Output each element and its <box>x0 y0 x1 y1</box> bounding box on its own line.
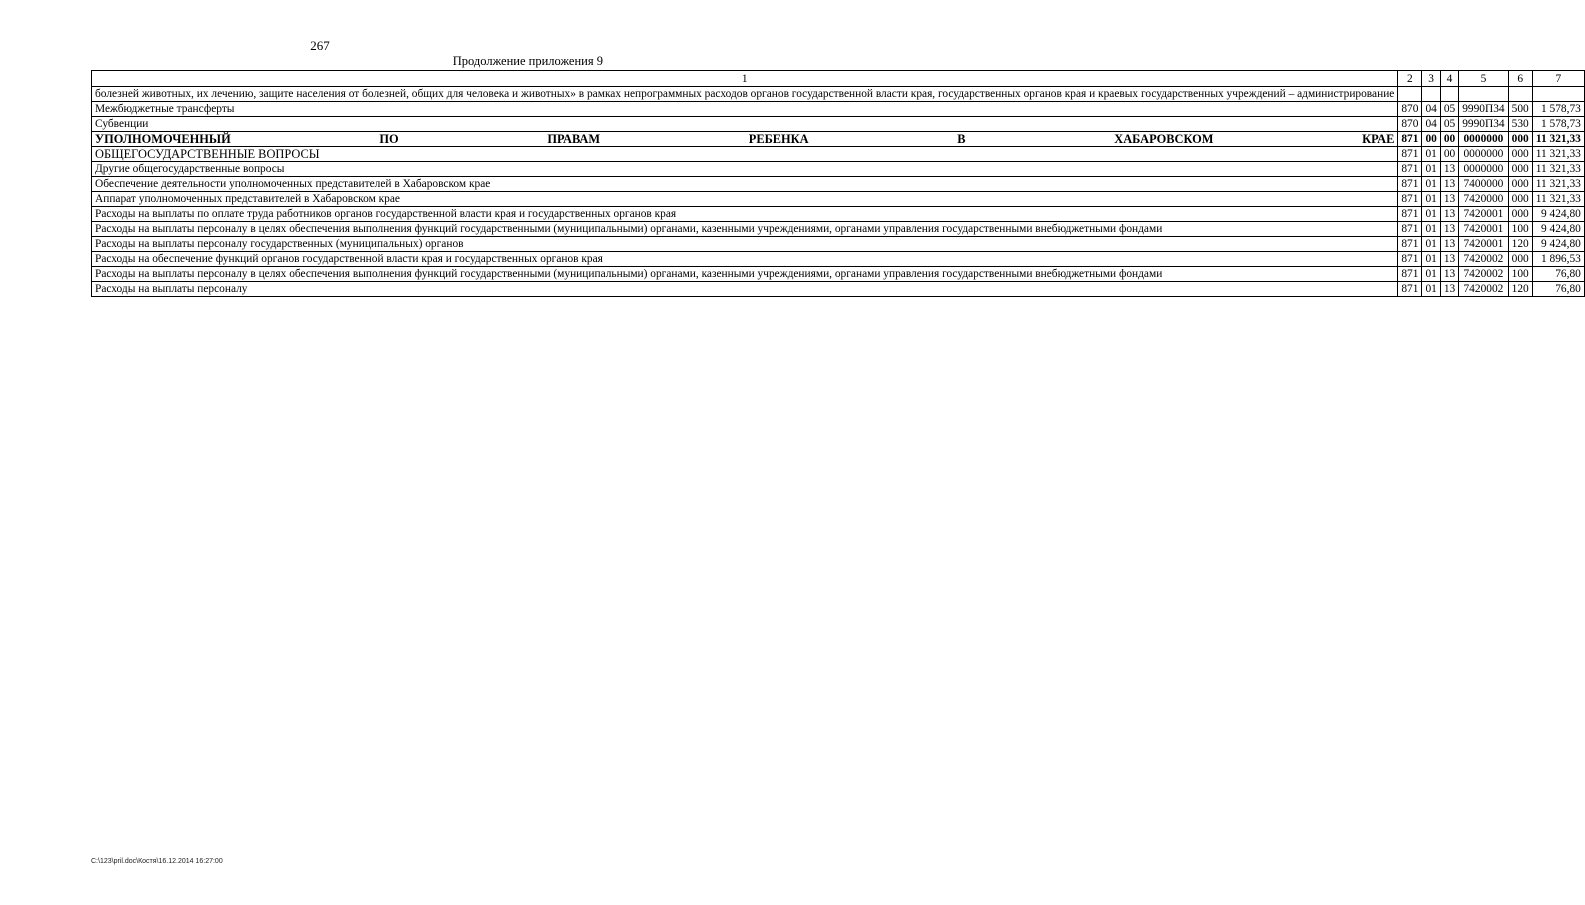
amount-cell: 11 321,33 <box>1532 192 1584 207</box>
code-admin-cell <box>1398 87 1422 102</box>
table-row <box>92 117 1585 132</box>
code-admin-cell: 871 <box>1398 132 1422 147</box>
code-target-cell: 7420001 <box>1459 222 1508 237</box>
row-name-cell: Аппарат уполномоченных представителей в Хабаровском крае <box>92 192 1398 207</box>
header-cell: 2 <box>1398 71 1422 87</box>
code-target-cell: 0000000 <box>1459 147 1508 162</box>
row-name-cell: Расходы на выплаты по оплате труда работников органов государственной власти края и государственных органов края <box>92 207 1398 222</box>
code-target-cell: 7420001 <box>1459 207 1508 222</box>
table-row <box>92 102 1585 117</box>
code-target-cell: 7420002 <box>1459 267 1508 282</box>
table-row <box>92 192 1585 207</box>
code-subsection-cell: 00 <box>1440 147 1458 162</box>
amount-cell: 76,80 <box>1532 282 1584 297</box>
budget-table <box>91 70 1585 297</box>
code-expense-type-cell: 000 <box>1508 192 1532 207</box>
header-cell: 4 <box>1440 71 1458 87</box>
code-subsection-cell <box>1440 87 1458 102</box>
code-expense-type-cell: 000 <box>1508 207 1532 222</box>
code-section-cell: 01 <box>1422 207 1440 222</box>
row-name-cell: Расходы на выплаты персоналу в целях обеспечения выполнения функций государственными (муниципальными) органами, казенными учреждениями, органами управления государственными внебюджетными фондами <box>92 222 1398 237</box>
code-subsection-cell: 13 <box>1440 252 1458 267</box>
amount-cell: 1 896,53 <box>1532 252 1584 267</box>
amount-cell: 11 321,33 <box>1532 177 1584 192</box>
amount-cell: 11 321,33 <box>1532 132 1584 147</box>
code-section-cell: 01 <box>1422 222 1440 237</box>
table-row <box>92 147 1585 162</box>
code-section-cell: 00 <box>1422 132 1440 147</box>
row-name-cell: Субвенции <box>92 117 1398 132</box>
code-admin-cell: 871 <box>1398 162 1422 177</box>
amount-cell: 11 321,33 <box>1532 162 1584 177</box>
table-body <box>92 87 1585 297</box>
code-subsection-cell: 13 <box>1440 222 1458 237</box>
code-expense-type-cell: 100 <box>1508 222 1532 237</box>
code-admin-cell: 871 <box>1398 177 1422 192</box>
amount-cell <box>1532 87 1584 102</box>
code-admin-cell: 871 <box>1398 192 1422 207</box>
continuation-caption: Продолжение приложения 9 <box>452 54 603 68</box>
amount-cell: 9 424,80 <box>1532 207 1584 222</box>
code-subsection-cell: 13 <box>1440 237 1458 252</box>
amount-cell: 9 424,80 <box>1532 222 1584 237</box>
code-section-cell: 01 <box>1422 192 1440 207</box>
code-section-cell <box>1422 87 1440 102</box>
code-target-cell: 7420001 <box>1459 237 1508 252</box>
code-subsection-cell: 13 <box>1440 282 1458 297</box>
code-target-cell: 9990П34 <box>1459 117 1508 132</box>
table-row <box>92 207 1585 222</box>
header-cell: 7 <box>1532 71 1584 87</box>
row-name-cell: ОБЩЕГОСУДАРСТВЕННЫЕ ВОПРОСЫ <box>92 147 1398 162</box>
code-subsection-cell: 13 <box>1440 267 1458 282</box>
code-target-cell <box>1459 87 1508 102</box>
amount-cell: 1 578,73 <box>1532 117 1584 132</box>
code-subsection-cell: 13 <box>1440 162 1458 177</box>
row-name-cell: Расходы на выплаты персоналу <box>92 282 1398 297</box>
amount-cell: 11 321,33 <box>1532 147 1584 162</box>
code-section-cell: 01 <box>1422 237 1440 252</box>
code-section-cell: 04 <box>1422 117 1440 132</box>
code-target-cell: 7420002 <box>1459 282 1508 297</box>
table-row <box>92 87 1585 102</box>
table-row <box>92 177 1585 192</box>
code-expense-type-cell: 100 <box>1508 267 1532 282</box>
row-name-cell: Межбюджетные трансферты <box>92 102 1398 117</box>
code-section-cell: 01 <box>1422 282 1440 297</box>
code-admin-cell: 870 <box>1398 117 1422 132</box>
code-target-cell: 7400000 <box>1459 177 1508 192</box>
code-subsection-cell: 05 <box>1440 117 1458 132</box>
code-admin-cell: 870 <box>1398 102 1422 117</box>
table-row <box>92 132 1585 147</box>
code-expense-type-cell: 500 <box>1508 102 1532 117</box>
row-name-cell: Обеспечение деятельности уполномоченных представителей в Хабаровском крае <box>92 177 1398 192</box>
code-target-cell: 7420000 <box>1459 192 1508 207</box>
code-target-cell: 0000000 <box>1459 162 1508 177</box>
code-admin-cell: 871 <box>1398 267 1422 282</box>
code-admin-cell: 871 <box>1398 207 1422 222</box>
header-cell: 3 <box>1422 71 1440 87</box>
code-expense-type-cell: 530 <box>1508 117 1532 132</box>
table-row <box>92 237 1585 252</box>
code-admin-cell: 871 <box>1398 222 1422 237</box>
code-subsection-cell: 13 <box>1440 177 1458 192</box>
code-subsection-cell: 13 <box>1440 207 1458 222</box>
header-cell: 1 <box>92 71 1398 87</box>
row-name-cell: УПОЛНОМОЧЕННЫЙ ПО ПРАВАМ РЕБЕНКА В ХАБАРОВСКОМ КРАЕ <box>92 132 1398 147</box>
code-target-cell: 0000000 <box>1459 132 1508 147</box>
code-section-cell: 01 <box>1422 147 1440 162</box>
code-section-cell: 01 <box>1422 267 1440 282</box>
code-expense-type-cell: 120 <box>1508 237 1532 252</box>
row-name-cell: Другие общегосударственные вопросы <box>92 162 1398 177</box>
row-name-cell: Расходы на выплаты персоналу государственных (муниципальных) органов <box>92 237 1398 252</box>
code-section-cell: 01 <box>1422 177 1440 192</box>
amount-cell: 76,80 <box>1532 267 1584 282</box>
row-name-cell: болезней животных, их лечению, защите населения от болезней, общих для человека и животных» в рамках непрограммных расходов органов государственной власти края, государственных органов края и краевых государственных учреждений – администрирование <box>92 87 1398 102</box>
code-section-cell: 01 <box>1422 162 1440 177</box>
code-subsection-cell: 00 <box>1440 132 1458 147</box>
code-subsection-cell: 13 <box>1440 192 1458 207</box>
code-admin-cell: 871 <box>1398 282 1422 297</box>
table-row <box>92 162 1585 177</box>
code-section-cell: 04 <box>1422 102 1440 117</box>
code-expense-type-cell: 000 <box>1508 252 1532 267</box>
code-expense-type-cell: 000 <box>1508 132 1532 147</box>
amount-cell: 9 424,80 <box>1532 237 1584 252</box>
code-admin-cell: 871 <box>1398 252 1422 267</box>
header-row <box>92 71 1585 87</box>
code-expense-type-cell: 000 <box>1508 162 1532 177</box>
table-row <box>92 267 1585 282</box>
code-expense-type-cell: 000 <box>1508 147 1532 162</box>
table-row <box>92 222 1585 237</box>
table-row <box>92 282 1585 297</box>
code-expense-type-cell <box>1508 87 1532 102</box>
page-number: 267 <box>310 38 330 53</box>
table-row <box>92 252 1585 267</box>
row-name-cell: Расходы на выплаты персоналу в целях обеспечения выполнения функций государственными (муниципальными) органами, казенными учреждениями, органами управления государственными внебюджетными фондами <box>92 267 1398 282</box>
code-subsection-cell: 05 <box>1440 102 1458 117</box>
row-name-cell: Расходы на обеспечение функций органов государственной власти края и государственных органов края <box>92 252 1398 267</box>
code-target-cell: 9990П34 <box>1459 102 1508 117</box>
header-cell: 6 <box>1508 71 1532 87</box>
code-admin-cell: 871 <box>1398 147 1422 162</box>
file-path-footer: C:\123\pril.doc\Костя\16.12.2014 16:27:00 <box>91 858 223 865</box>
code-target-cell: 7420002 <box>1459 252 1508 267</box>
code-expense-type-cell: 000 <box>1508 177 1532 192</box>
code-admin-cell: 871 <box>1398 237 1422 252</box>
code-section-cell: 01 <box>1422 252 1440 267</box>
code-expense-type-cell: 120 <box>1508 282 1532 297</box>
header-cell: 5 <box>1459 71 1508 87</box>
amount-cell: 1 578,73 <box>1532 102 1584 117</box>
